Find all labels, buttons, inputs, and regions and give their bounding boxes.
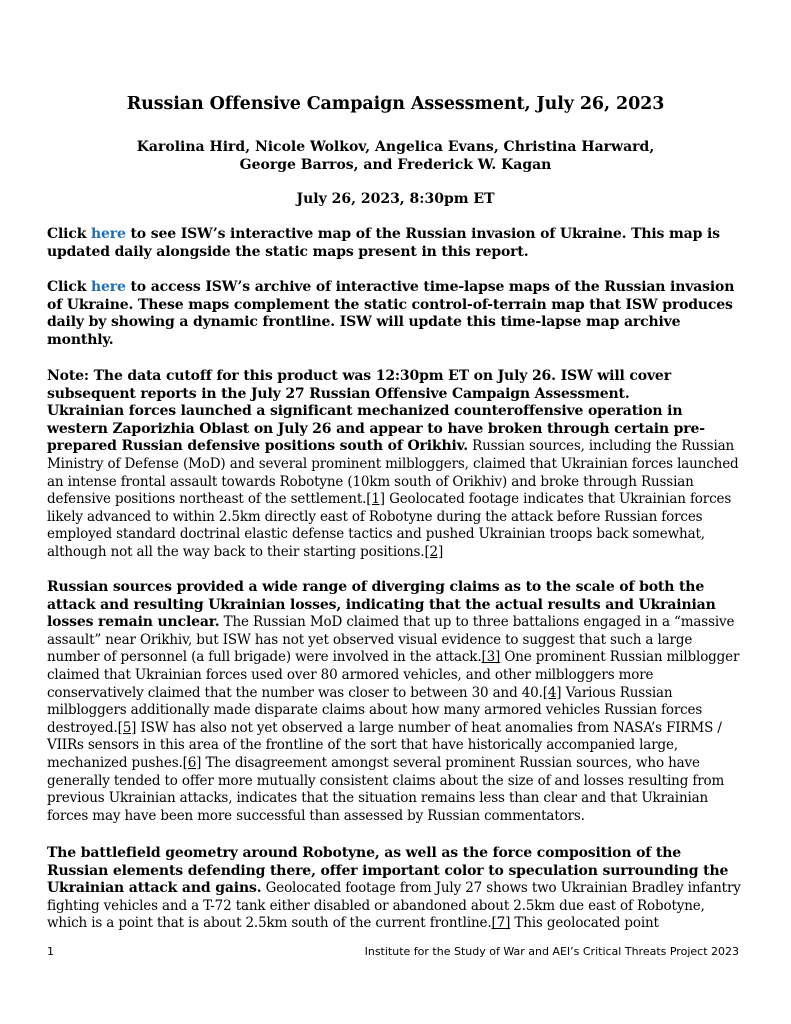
- key-takeaway-paragraph-1: [47, 368, 744, 562]
- footnote-link-2[interactable]: [2]: [424, 543, 444, 560]
- text-span: ISW has also not yet observed a large number of heat anomalies from NASA’s FIRMS / VIIRs sensors in this area of the frontline of the sort that have historically accompanied large, mechanized pushes.: [47, 719, 722, 771]
- text-span: to access ISW’s archive of interactive time-lapse maps of the Russian invasion of Ukraine. These maps complement the static control-of-terrain map that ISW produces daily by showing a dynamic frontline. ISW will update this time-lapse map archive monthly.: [47, 279, 735, 348]
- text-span: Various Russian milbloggers additionally made disparate claims about how many armored vehicles Russian forces destroyed.: [47, 684, 703, 736]
- text-span: Geolocated footage from July 27 shows two Ukrainian Bradley infantry fighting vehicles and a T-72 tank either disabled or abandoned about 2.5km due east of Robotyne, which is a point that is about 2.5km south of the current frontline.: [47, 880, 741, 932]
- text-span: Russian sources, including the Russian Ministry of Defense (MoD) and several prominent milbloggers, claimed that Ukrainian forces launched an intense frontal assault towards Robotyne (10km south of Orikhiv) and broke through Russian defensive positions northeast of the settlement.: [47, 438, 739, 508]
- footnote-link-5[interactable]: [5]: [117, 719, 137, 736]
- text-span: to see ISW’s interactive map of the Russian invasion of Ukraine. This map is updated daily alongside the static maps present in this report.: [47, 226, 720, 260]
- bold-lead: Russian sources provided a wide range of diverging claims as to the scale of both the attack and resulting Ukrainian losses, indicating that the actual results and Ukrainian losses remain unclear.: [47, 579, 716, 631]
- text-span: The Russian MoD claimed that up to three battalions engaged in a “massive assault” near Orikhiv, but ISW has not yet observed visual evidence to suggest that such a large number of personnel (a full brigade) were involved in the attack.: [47, 614, 735, 666]
- text-span: The disagreement amongst several prominent Russian sources, who have generally tended to offer more mutually consistent claims about the size of and losses resulting from previous Ukrainian attacks, indicates that the situation remains less than clear and that Ukrainian forces may have been more successful than assessed by Russian commentators.: [47, 754, 725, 824]
- key-takeaway-paragraph-2: [47, 579, 744, 825]
- footer-source: Institute for the Study of War and AEI’s Critical Threats Project 2023: [364, 945, 739, 958]
- publication-date: July 26, 2023, 8:30pm ET: [296, 191, 495, 207]
- authors: [47, 138, 744, 174]
- text-span: This geolocated point: [510, 915, 659, 932]
- document-title: Russian Offensive Campaign Assessment, July 26, 2023: [126, 94, 665, 114]
- interactive-map-link[interactable]: here: [90, 226, 126, 242]
- authors-line-2: George Barros, and Frederick W. Kagan: [239, 157, 552, 173]
- text-span: Click: [47, 226, 91, 242]
- text-span: Geolocated footage indicates that Ukrainian forces likely advanced to within 2.5km directly east of Robotyne during the attack before Russian forces employed standard doctrinal elastic defense tactics and pushed Ukrainian troops back somewhat, although not all the way back to their starting positions.: [47, 491, 732, 560]
- text-span: One prominent Russian milblogger claimed that Ukrainian forces used over 80 armored vehicles, and other milbloggers more conservatively claimed that the number was closer to between 30 and 40.: [47, 649, 740, 701]
- page-number: 1: [47, 945, 54, 958]
- footnote-link-6[interactable]: [6]: [182, 754, 202, 771]
- data-cutoff-note: Note: The data cutoff for this product was 12:30pm ET on July 26. ISW will cover subsequent reports in the July 27 Russian Offensive Campaign Assessment.: [47, 368, 671, 402]
- text-span: Click: [47, 279, 91, 295]
- footnote-link-7[interactable]: [7]: [491, 915, 511, 932]
- key-takeaway-paragraph-3: [47, 845, 744, 933]
- time-lapse-archive-link[interactable]: here: [90, 279, 126, 295]
- footnote-link-4[interactable]: [4]: [542, 684, 562, 701]
- bold-lead: Ukrainian forces launched a significant mechanized counteroffensive operation in western Zaporizhia Oblast on July 26 and appear to have broken through certain pre-prepared Russian defensive positions south of Orikhiv.: [47, 403, 705, 455]
- interactive-map-paragraph: [47, 226, 744, 261]
- authors-line-1: Karolina Hird, Nicole Wolkov, Angelica Evans, Christina Harward,: [136, 139, 655, 155]
- footnote-link-3[interactable]: [3]: [481, 649, 501, 666]
- footnote-link-1[interactable]: [1]: [366, 491, 385, 508]
- bold-lead: The battlefield geometry around Robotyne, as well as the force composition of the Russian elements defending there, offer important color to speculation surrounding the Ukrainian attack and gains.: [47, 845, 729, 897]
- time-lapse-paragraph: [47, 279, 744, 349]
